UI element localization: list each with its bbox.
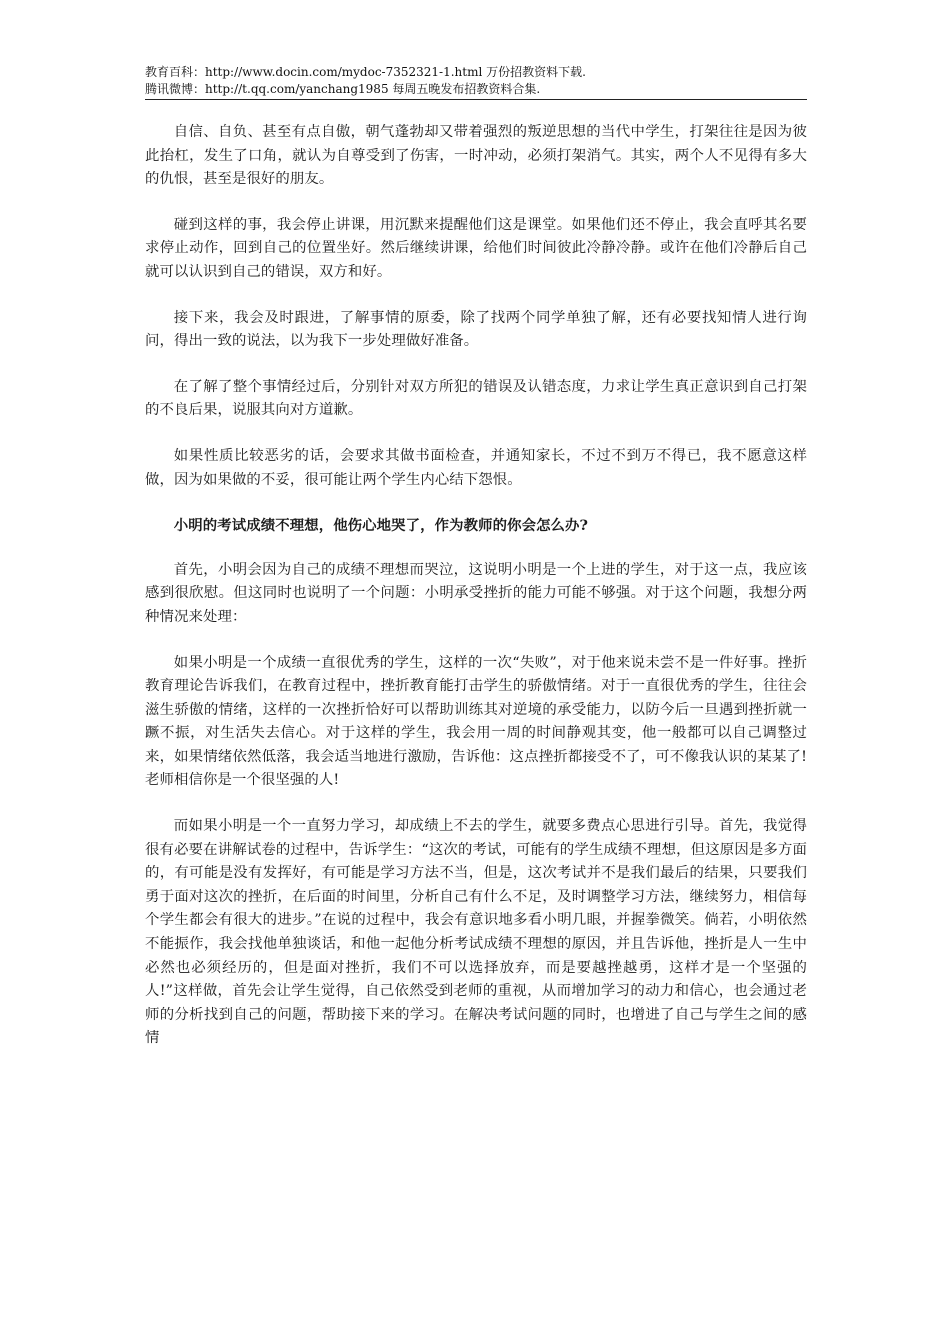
document-body bbox=[145, 121, 807, 1051]
paragraph-7: 如果小明是一个成绩一直很优秀的学生，这样的一次“失败”，对于他来说未尝不是一件好事。挫折教育理论告诉我们，在教育过程中，挫折教育能打击学生的骄傲情绪。对于一直很优秀的学生，往往会滋生骄傲的情绪，这样的一次挫折恰好可以帮助训练其对逆境的承受能力，以防今后一旦遇到挫折就一蹶不振，对生活失去信心。对于这样的学生，我会用一周的时间静观其变，他一般都可以自己调整过来，如果情绪依然低落，我会适当地进行激励，告诉他：这点挫折都接受不了，可不像我认识的某某了!老师相信你是一个很坚强的人! bbox=[145, 654, 807, 789]
paragraph-2: 碰到这样的事，我会停止讲课，用沉默来提醒他们这是课堂。如果他们还不停止，我会直呼其名要求停止动作，回到自己的位置坐好。然后继续讲课，给他们时间彼此冷静冷静。或许在他们冷静后自己就可以认识到自己的错误，双方和好。 bbox=[145, 216, 807, 280]
paragraph-5: 如果性质比较恶劣的话，会要求其做书面检查，并通知家长，不过不到万不得已，我不愿意这样做，因为如果做的不妥，很可能让两个学生内心结下怨恨。 bbox=[145, 447, 807, 488]
paragraph-8: 而如果小明是一个一直努力学习，却成绩上不去的学生，就要多费点心思进行引导。首先，我觉得很有必要在讲解试卷的过程中，告诉学生：“这次的考试，可能有的学生成绩不理想，但这原因是多方面的，有可能是没有发挥好，有可能是学习方法不当，但是，这次考试并不是我们最后的结果，只要我们勇于面对这次的挫折，在后面的时间里，分析自己有什么不足，及时调整学习方法，继续努力，相信每个学生都会有很大的进步。”在说的过程中，我会有意识地多看小明几眼，并握拳微笑。倘若，小明依然不能振作，我会找他单独谈话，和他一起他分析考试成绩不理想的原因，并且告诉他，挫折是人一生中必然也必须经历的，但是面对挫折，我们不可以选择放弃，而是要越挫越勇，这样才是一个坚强的人!”这样做，首先会让学生觉得，自己依然受到老师的重视，从而增加学习的动力和信心，也会通过老师的分析找到自己的问题，帮助接下来的学习。在解决考试问题的同时，也增进了自己与学生之间的感情 bbox=[145, 818, 807, 1047]
section-question-heading: 小明的考试成绩不理想，他伤心地哭了，作为教师的你会怎么办? bbox=[173, 517, 589, 535]
document-page bbox=[145, 64, 807, 1073]
paragraph-3: 接下来，我会及时跟进，了解事情的原委，除了找两个同学单独了解，还有必要找知情人进行询问，得出一致的说法，以为我下一步处理做好准备。 bbox=[145, 309, 807, 350]
header-line-baike: 教育百科：http://www.docin.com/mydoc-7352321-1.html 万份招教资料下载. bbox=[145, 65, 586, 79]
paragraph-1: 自信、自负、甚至有点自傲，朝气蓬勃却又带着强烈的叛逆思想的当代中学生，打架往往是因为彼此抬杠，发生了口角，就认为自尊受到了伤害，一时冲动，必须打架消气。其实，两个人不见得有多大的仇恨，甚至是很好的朋友。 bbox=[145, 124, 807, 188]
paragraph-4: 在了解了整个事情经过后，分别针对双方所犯的错误及认错态度，力求让学生真正意识到自己打架的不良后果，说服其向对方道歉。 bbox=[145, 378, 807, 419]
header-line-weibo: 腾讯微博：http://t.qq.com/yanchang1985 每周五晚发布招教资料合集. bbox=[145, 82, 541, 96]
paragraph-6: 首先，小明会因为自己的成绩不理想而哭泣，这说明小明是一个上进的学生，对于这一点，我应该感到很欣慰。但这同时也说明了一个问题：小明承受挫折的能力可能不够强。对于这个问题，我想分两种情况来处理： bbox=[145, 561, 807, 625]
page-header bbox=[145, 64, 807, 100]
